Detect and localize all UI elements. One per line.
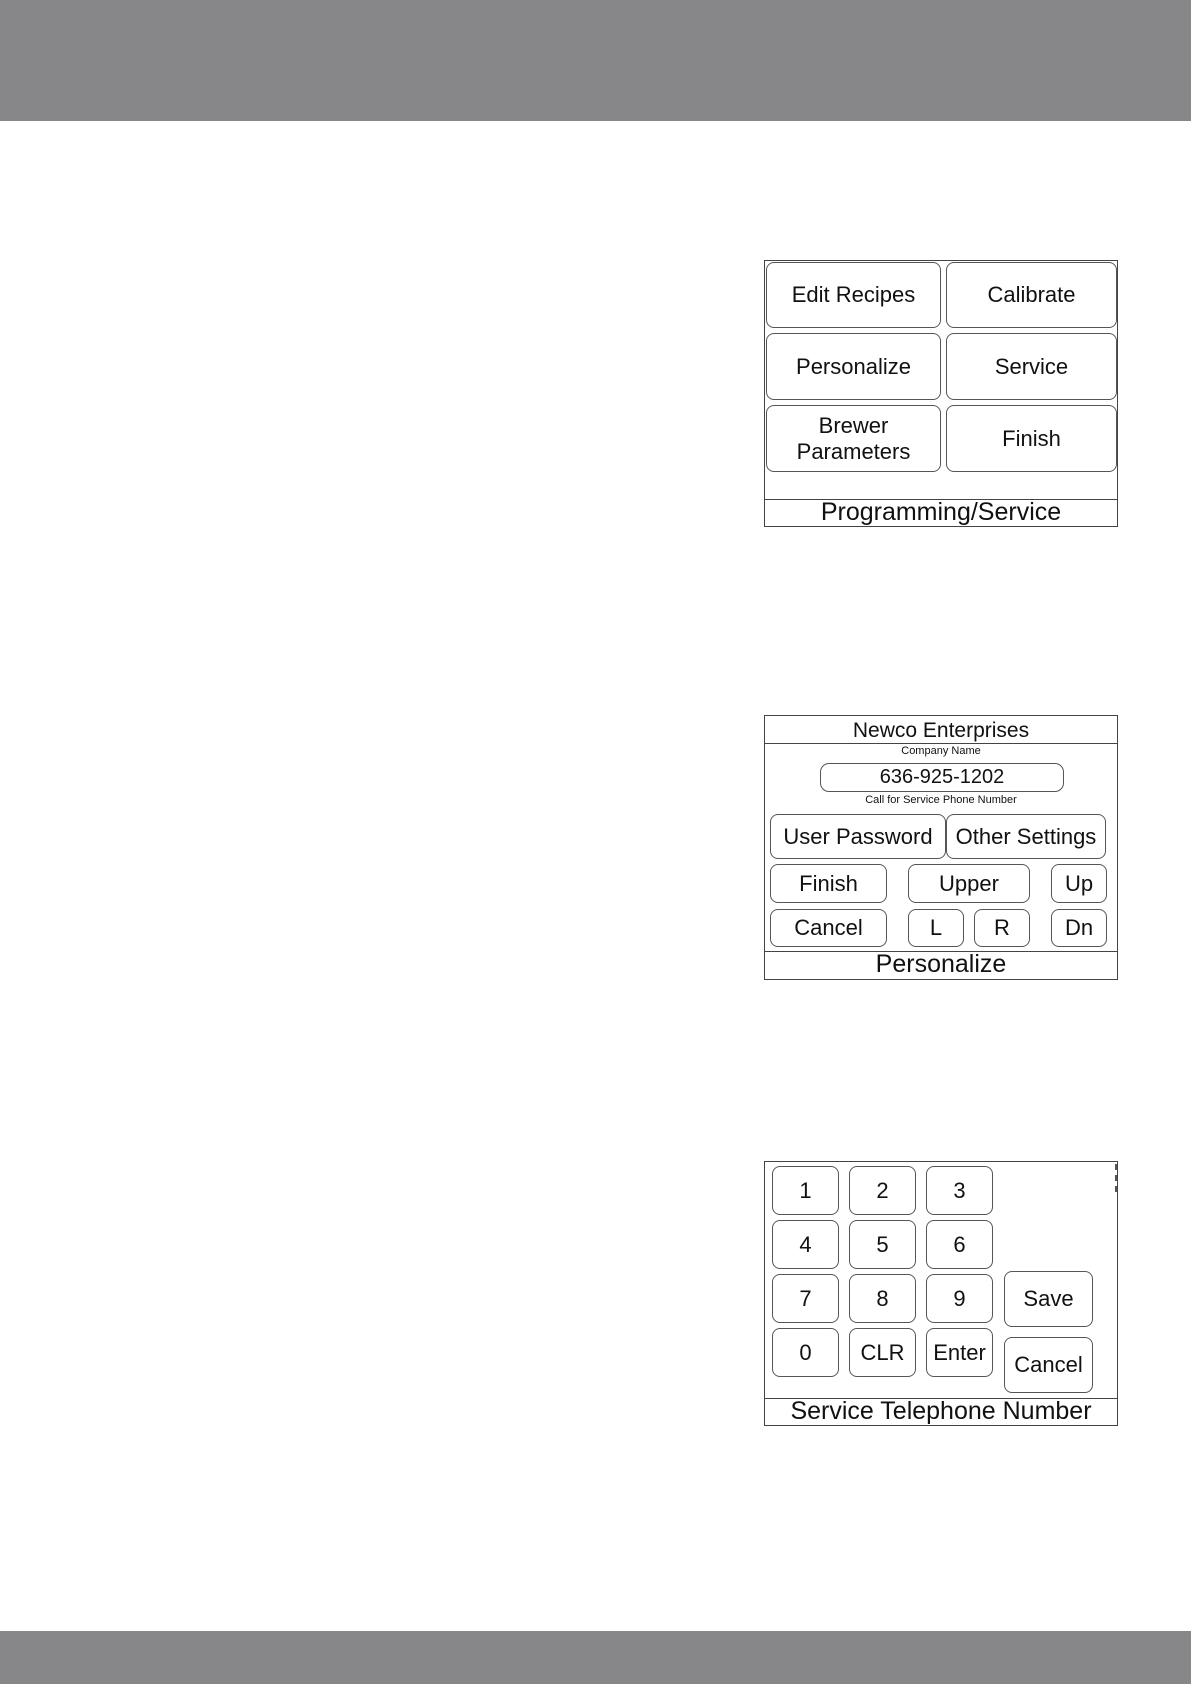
key-7[interactable]: 7 — [772, 1274, 839, 1323]
cancel-button[interactable]: Cancel — [770, 909, 887, 947]
left-button[interactable]: L — [908, 909, 964, 947]
key-9[interactable]: 9 — [926, 1274, 993, 1323]
brewer-parameters-button[interactable] — [766, 405, 941, 472]
brewer-parameters-label-line2: Parameters — [796, 438, 911, 464]
edit-recipes-button[interactable]: Edit Recipes — [766, 262, 941, 328]
key-5[interactable]: 5 — [849, 1220, 916, 1269]
clear-key[interactable]: CLR — [849, 1328, 916, 1377]
footer-band — [0, 1631, 1191, 1684]
edge-marker — [1112, 1164, 1117, 1192]
screen-title: Personalize — [765, 951, 1117, 979]
personalize-screen — [764, 715, 1118, 980]
company-name: Newco Enterprises — [765, 716, 1117, 744]
key-0[interactable]: 0 — [772, 1328, 839, 1377]
right-button[interactable]: R — [974, 909, 1030, 947]
personalize-button[interactable]: Personalize — [766, 333, 941, 400]
up-button[interactable]: Up — [1051, 864, 1107, 903]
finish-button[interactable]: Finish — [770, 864, 887, 903]
other-settings-button[interactable]: Other Settings — [946, 814, 1106, 859]
calibrate-button[interactable]: Calibrate — [946, 262, 1117, 328]
company-name-label: Company Name — [901, 745, 981, 757]
key-6[interactable]: 6 — [926, 1220, 993, 1269]
enter-key[interactable]: Enter — [926, 1328, 993, 1377]
screen-title: Programming/Service — [765, 499, 1117, 526]
user-password-button[interactable]: User Password — [770, 814, 946, 859]
finish-button[interactable]: Finish — [946, 405, 1117, 472]
key-3[interactable]: 3 — [926, 1166, 993, 1215]
save-button[interactable]: Save — [1004, 1271, 1093, 1327]
service-button[interactable]: Service — [946, 333, 1117, 400]
screen-title: Service Telephone Number — [765, 1398, 1117, 1425]
upper-button[interactable]: Upper — [908, 864, 1030, 903]
programming-service-screen — [764, 260, 1118, 527]
header-band — [0, 0, 1191, 121]
service-phone-label: Call for Service Phone Number — [865, 794, 1017, 806]
service-telephone-screen — [764, 1161, 1118, 1426]
key-2[interactable]: 2 — [849, 1166, 916, 1215]
key-8[interactable]: 8 — [849, 1274, 916, 1323]
key-4[interactable]: 4 — [772, 1220, 839, 1269]
brewer-parameters-label-line1: Brewer — [818, 412, 889, 438]
key-1[interactable]: 1 — [772, 1166, 839, 1215]
down-button[interactable]: Dn — [1051, 909, 1107, 947]
cancel-button[interactable]: Cancel — [1004, 1337, 1093, 1393]
service-phone-field[interactable]: 636-925-1202 — [820, 763, 1064, 792]
